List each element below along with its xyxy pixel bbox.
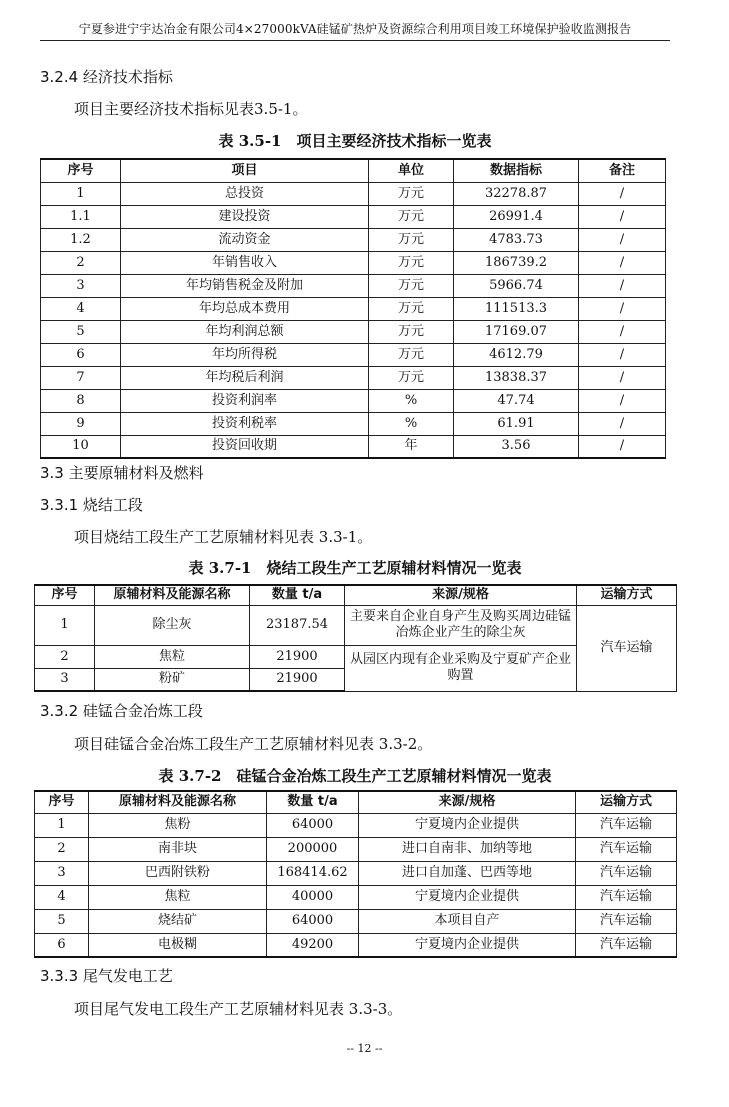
column-header: 单位 <box>369 159 454 182</box>
table-row <box>35 933 677 957</box>
cell-unit: 万元 <box>369 251 454 274</box>
table-row <box>41 435 666 458</box>
cell-material: 粉矿 <box>95 668 250 691</box>
cell-index: 5 <box>35 909 89 933</box>
cell-index: 2 <box>35 645 95 668</box>
section-heading-3-3-3: 3.3.3 尾气发电工艺 <box>40 967 173 985</box>
table-row <box>41 389 666 412</box>
cell-item: 年均税后利润 <box>121 366 369 389</box>
cell-remark: / <box>579 320 666 343</box>
cell-transport: 汽车运输 <box>576 837 677 861</box>
cell-index: 7 <box>41 366 121 389</box>
cell-material: 焦粉 <box>89 813 267 837</box>
cell-value: 47.74 <box>454 389 579 412</box>
cell-index: 1.1 <box>41 205 121 228</box>
cell-source: 宁夏境内企业提供 <box>359 885 576 909</box>
cell-remark: / <box>579 389 666 412</box>
paragraph-3-3-1: 项目烧结工段生产工艺原辅材料见表 3.3-1。 <box>74 528 373 546</box>
cell-index: 10 <box>41 435 121 458</box>
cell-remark: / <box>579 205 666 228</box>
table-header-row <box>41 159 666 182</box>
cell-quantity: 23187.54 <box>250 605 345 645</box>
cell-quantity: 64000 <box>267 909 359 933</box>
cell-source: 进口自南非、加纳等地 <box>359 837 576 861</box>
cell-transport: 汽车运输 <box>576 909 677 933</box>
cell-value: 4783.73 <box>454 228 579 251</box>
sintering-materials-table <box>34 584 677 692</box>
cell-quantity: 21900 <box>250 668 345 691</box>
cell-index: 3 <box>35 861 89 885</box>
cell-quantity: 21900 <box>250 645 345 668</box>
table-row <box>35 861 677 885</box>
cell-unit: 万元 <box>369 297 454 320</box>
table-row <box>41 297 666 320</box>
cell-index: 9 <box>41 412 121 435</box>
cell-item: 建设投资 <box>121 205 369 228</box>
page-number: -- 12 -- <box>346 1042 383 1055</box>
cell-quantity: 200000 <box>267 837 359 861</box>
cell-index: 1.2 <box>41 228 121 251</box>
cell-material: 烧结矿 <box>89 909 267 933</box>
cell-value: 3.56 <box>454 435 579 458</box>
table-row <box>41 182 666 205</box>
table-row <box>35 605 677 645</box>
section-heading-3-2-4: 3.2.4 经济技术指标 <box>40 68 173 86</box>
cell-source: 宁夏境内企业提供 <box>359 813 576 837</box>
section-heading-3-3-2: 3.3.2 硅锰合金冶炼工段 <box>40 702 203 720</box>
cell-index: 3 <box>35 668 95 691</box>
cell-index: 8 <box>41 389 121 412</box>
cell-value: 61.91 <box>454 412 579 435</box>
cell-item: 年均所得税 <box>121 343 369 366</box>
table-row <box>41 320 666 343</box>
table-row <box>35 909 677 933</box>
cell-remark: / <box>579 412 666 435</box>
cell-source: 主要来自企业自身产生及购买周边硅锰冶炼企业产生的除尘灰 <box>345 605 577 645</box>
cell-material: 除尘灰 <box>95 605 250 645</box>
cell-index: 4 <box>41 297 121 320</box>
cell-transport: 汽车运输 <box>577 605 677 691</box>
cell-index: 4 <box>35 885 89 909</box>
cell-quantity: 64000 <box>267 813 359 837</box>
cell-unit: 万元 <box>369 320 454 343</box>
cell-transport: 汽车运输 <box>576 813 677 837</box>
paragraph-3-3-3: 项目尾气发电工段生产工艺原辅材料见表 3.3-3。 <box>74 1000 403 1018</box>
page-header: 宁夏参进宁宇达冶金有限公司4×27000kVA硅锰矿热炉及资源综合利用项目竣工环境保护验收监测报告 <box>40 20 670 41</box>
cell-value: 17169.07 <box>454 320 579 343</box>
cell-material: 南非块 <box>89 837 267 861</box>
cell-value: 32278.87 <box>454 182 579 205</box>
cell-index: 1 <box>41 182 121 205</box>
cell-source: 宁夏境内企业提供 <box>359 933 576 957</box>
cell-index: 1 <box>35 813 89 837</box>
cell-unit: 年 <box>369 435 454 458</box>
table-header-row <box>35 585 677 605</box>
table2-caption: 表 3.7-1 烧结工段生产工艺原辅材料情况一览表 <box>188 559 522 577</box>
table3-caption: 表 3.7-2 硅锰合金冶炼工段生产工艺原辅材料情况一览表 <box>158 767 552 785</box>
cell-item: 总投资 <box>121 182 369 205</box>
cell-transport: 汽车运输 <box>576 933 677 957</box>
cell-value: 13838.37 <box>454 366 579 389</box>
cell-item: 投资利税率 <box>121 412 369 435</box>
table-header-row <box>35 791 677 813</box>
cell-unit: % <box>369 412 454 435</box>
cell-item: 年均利润总额 <box>121 320 369 343</box>
cell-source: 本项目自产 <box>359 909 576 933</box>
cell-index: 5 <box>41 320 121 343</box>
cell-unit: % <box>369 389 454 412</box>
column-header: 项目 <box>121 159 369 182</box>
section-heading-3-3: 3.3 主要原辅材料及燃料 <box>40 464 204 482</box>
smelting-materials-table <box>34 790 677 958</box>
table-row <box>41 228 666 251</box>
cell-transport: 汽车运输 <box>576 861 677 885</box>
table-row <box>41 366 666 389</box>
cell-quantity: 49200 <box>267 933 359 957</box>
column-header: 运输方式 <box>576 791 677 813</box>
cell-index: 6 <box>35 933 89 957</box>
cell-item: 投资回收期 <box>121 435 369 458</box>
column-header: 备注 <box>579 159 666 182</box>
cell-index: 2 <box>35 837 89 861</box>
cell-quantity: 40000 <box>267 885 359 909</box>
cell-item: 流动资金 <box>121 228 369 251</box>
table-row <box>35 885 677 909</box>
cell-remark: / <box>579 182 666 205</box>
column-header: 数量 t/a <box>250 585 345 605</box>
cell-remark: / <box>579 435 666 458</box>
cell-index: 2 <box>41 251 121 274</box>
column-header: 原辅材料及能源名称 <box>89 791 267 813</box>
cell-material: 焦粒 <box>95 645 250 668</box>
cell-material: 电极糊 <box>89 933 267 957</box>
economic-indicators-table <box>40 158 666 459</box>
column-header: 来源/规格 <box>345 585 577 605</box>
cell-remark: / <box>579 366 666 389</box>
cell-remark: / <box>579 228 666 251</box>
cell-item: 年均销售税金及附加 <box>121 274 369 297</box>
paragraph-3-2-4: 项目主要经济技术指标见表3.5-1。 <box>74 100 308 118</box>
cell-item: 年销售收入 <box>121 251 369 274</box>
cell-value: 5966.74 <box>454 274 579 297</box>
cell-transport: 汽车运输 <box>576 885 677 909</box>
column-header: 数量 t/a <box>267 791 359 813</box>
column-header: 运输方式 <box>577 585 677 605</box>
table-row <box>41 412 666 435</box>
cell-remark: / <box>579 297 666 320</box>
section-heading-3-3-1: 3.3.1 烧结工段 <box>40 496 143 514</box>
cell-unit: 万元 <box>369 274 454 297</box>
column-header: 来源/规格 <box>359 791 576 813</box>
cell-material: 焦粒 <box>89 885 267 909</box>
table1-caption: 表 3.5-1 项目主要经济技术指标一览表 <box>218 132 492 150</box>
column-header: 原辅材料及能源名称 <box>95 585 250 605</box>
cell-remark: / <box>579 343 666 366</box>
table-row <box>41 205 666 228</box>
table-row <box>41 343 666 366</box>
cell-unit: 万元 <box>369 182 454 205</box>
cell-source: 从园区内现有企业采购及宁夏矿产企业购置 <box>345 645 577 691</box>
cell-unit: 万元 <box>369 205 454 228</box>
cell-index: 3 <box>41 274 121 297</box>
column-header: 序号 <box>35 585 95 605</box>
table-row <box>41 251 666 274</box>
column-header: 序号 <box>35 791 89 813</box>
cell-index: 1 <box>35 605 95 645</box>
cell-item: 投资利润率 <box>121 389 369 412</box>
table-row <box>35 813 677 837</box>
cell-unit: 万元 <box>369 343 454 366</box>
cell-source: 进口自加蓬、巴西等地 <box>359 861 576 885</box>
cell-remark: / <box>579 251 666 274</box>
cell-material: 巴西附铁粉 <box>89 861 267 885</box>
table-row <box>41 274 666 297</box>
cell-item: 年均总成本费用 <box>121 297 369 320</box>
table-row <box>35 837 677 861</box>
cell-value: 186739.2 <box>454 251 579 274</box>
column-header: 序号 <box>41 159 121 182</box>
cell-value: 111513.3 <box>454 297 579 320</box>
cell-unit: 万元 <box>369 366 454 389</box>
cell-index: 6 <box>41 343 121 366</box>
paragraph-3-3-2: 项目硅锰合金冶炼工段生产工艺原辅材料见表 3.3-2。 <box>74 735 433 753</box>
cell-quantity: 168414.62 <box>267 861 359 885</box>
column-header: 数据指标 <box>454 159 579 182</box>
cell-value: 4612.79 <box>454 343 579 366</box>
cell-remark: / <box>579 274 666 297</box>
cell-unit: 万元 <box>369 228 454 251</box>
cell-value: 26991.4 <box>454 205 579 228</box>
